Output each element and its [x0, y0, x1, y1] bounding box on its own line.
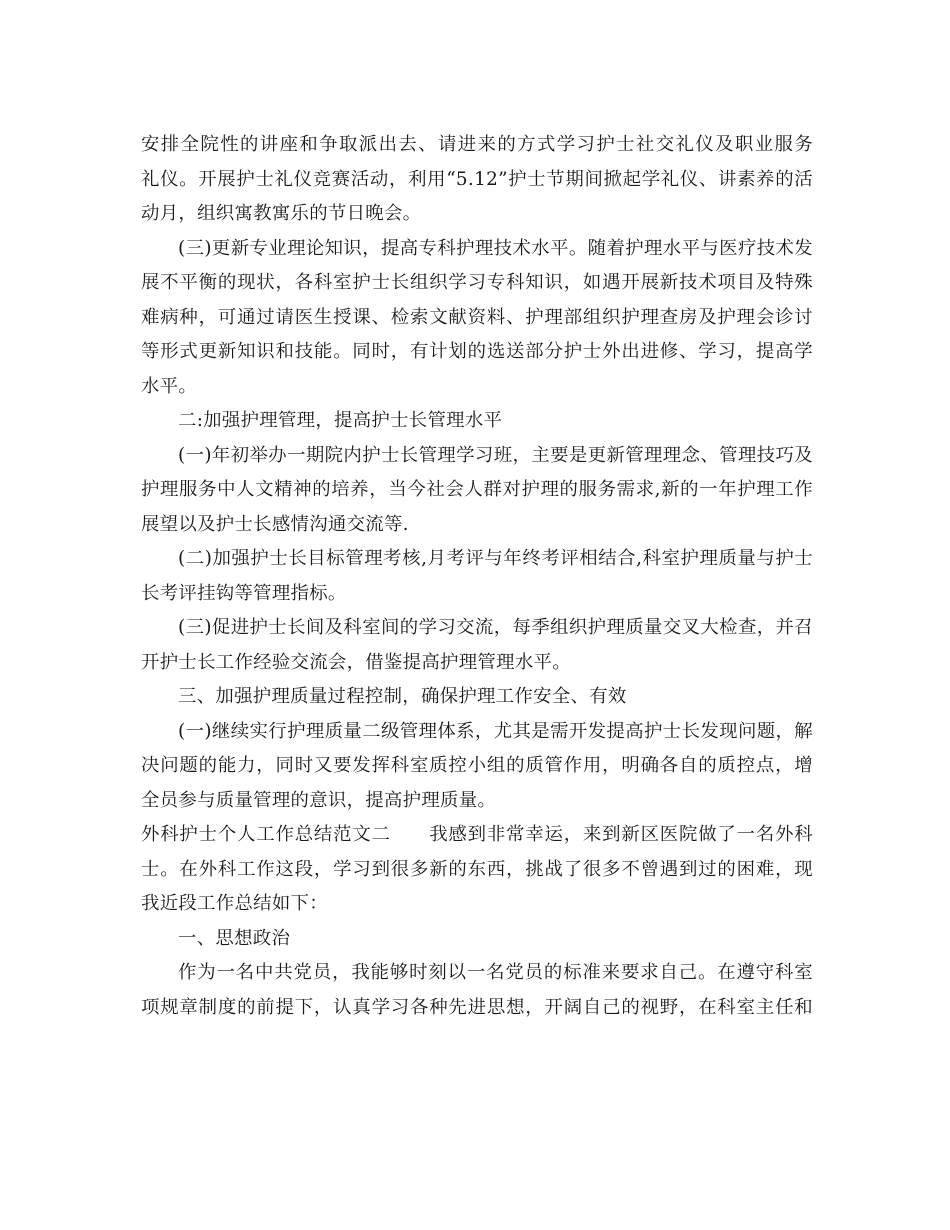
body-line: 全员参与质量管理的意识，提高护理质量。	[141, 789, 497, 811]
section-heading: 三、加强护理质量过程控制，确保护理工作安全、有效	[178, 686, 627, 707]
article-title-line: 外科护士个人工作总结范文二 我感到非常幸运，来到新区医院做了一名外科	[141, 824, 813, 845]
body-line: 项规章制度的前提下，认真学习各种先进思想，开阔自己的视野，在科室主任和	[141, 996, 813, 1018]
body-line: 士。在外科工作这段，学习到很多新的东西，挑战了很多不曾遇到过的困难，现	[141, 858, 813, 880]
body-line: 护理服务中人文精神的培养，当今社会人群对护理的服务需求,新的一年护理工作	[141, 479, 813, 500]
body-line: 决问题的能力，同时又要发挥科室质控小组的质管作用，明确各自的质控点，增	[141, 755, 813, 776]
body-line: (一)年初举办一期院内护士长管理学习班，主要是更新管理理念、管理技巧及	[178, 444, 813, 466]
body-line: 水平。	[141, 375, 198, 397]
body-line: (三)更新专业理论知识，提高专科护理技术水平。随着护理水平与医疗技术发	[178, 237, 813, 259]
body-line: 礼仪。开展护士礼仪竞赛活动，利用“5.12”护士节期间掀起学礼仪、讲素养的活	[141, 168, 813, 190]
section-heading: 二:加强护理管理，提高护士长管理水平	[178, 410, 503, 431]
body-line: 安排全院性的讲座和争取派出去、请进来的方式学习护士社交礼仪及职业服务	[141, 134, 813, 155]
body-line: 作为一名中共党员，我能够时刻以一名党员的标准来要求自己。在遵守科室	[178, 962, 813, 983]
body-line: (二)加强护士长目标管理考核,月考评与年终考评相结合,科室护理质量与护士	[178, 548, 813, 569]
body-line: 长考评挂钩等管理指标。	[141, 582, 347, 604]
body-line: 我近段工作总结如下：	[141, 893, 328, 914]
body-line: (三)促进护士长间及科室间的学习交流，每季组织护理质量交叉大检查，并召	[178, 617, 813, 638]
body-line: 展望以及护士长感情沟通交流等.	[141, 513, 409, 535]
body-line: 等形式更新知识和技能。同时，有计划的选送部分护士外出进修、学习，提高学	[141, 341, 813, 362]
document-body	[141, 128, 813, 1025]
body-line: (一)继续实行护理质量二级管理体系，尤其是需开发提高护士长发现问题，解	[178, 720, 813, 742]
body-line: 展不平衡的现状，各科室护士长组织学习专科知识，如遇开展新技术项目及特殊	[141, 272, 813, 293]
body-line: 动月，组织寓教寓乐的节日晚会。	[141, 203, 422, 224]
body-line: 开护士长工作经验交流会，借鉴提高护理管理水平。	[141, 651, 571, 673]
section-heading: 一、思想政治	[178, 927, 291, 949]
body-line: 难病种，可通过请医生授课、检索文献资料、护理部组织护理查房及护理会诊讨	[141, 306, 813, 328]
